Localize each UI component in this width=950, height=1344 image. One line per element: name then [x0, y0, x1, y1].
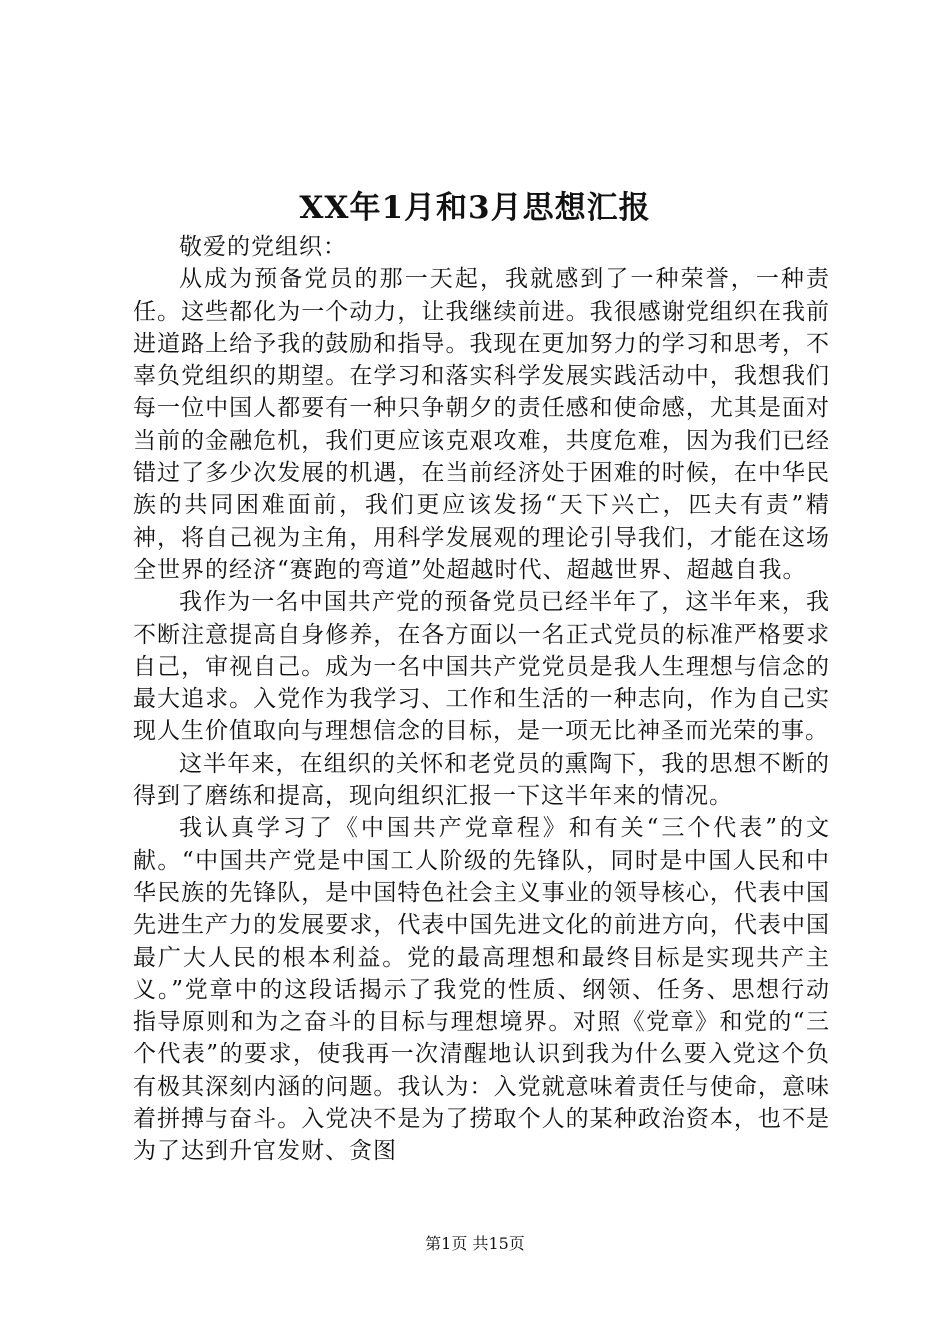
paragraph: 从成为预备党员的那一天起，我就感到了一种荣誉，一种责任。这些都化为一个动力，让我继续前进。我很感谢党组织在我前进道路上给予我的鼓励和指导。我现在更加努力的学习和思考，不辜负党组织的期望。在学习和落实科学发展实践活动中，我想我们每一位中国人都要有一种只争朝夕的责任感和使命感，尤其是面对当前的金融危机，我们更应该克艰攻难，共度危难，因为我们已经错过了多少次发展的机遇，在当前经济处于困难的时候，在中华民族的共同困难面前，我们更应该发扬“天下兴亡，匹夫有责”精神，将自己视为主角，用科学发展观的理论引导我们，才能在这场全世界的经济“赛跑的弯道”处超越时代、超越世界、超越自我。 — [133, 266, 830, 583]
paragraph: 我认真学习了《中国共产党章程》和有关“三个代表”的文献。“中国共产党是中国工人阶级的先锋队，同时是中国人民和中华民族的先锋队，是中国特色社会主义事业的领导核心，代表中国先进生产力的发展要求，代表中国先进文化的前进方向，代表中国最广大人民的根本利益。党的最高理想和最终目标是实现共产主义。”党章中的这段话揭示了我党的性质、纲领、任务、思想行动指导原则和为之奋斗的目标与理想境界。对照《党章》和党的“三个代表”的要求，使我再一次清醒地认识到我为什么要入党这个负有极其深刻内涵的问题。我认为：入党就意味着责任与使命，意味着拼搏与奋斗。入党决不是为了捞取个人的某种政治资本，也不是为了达到升官发财、贪图 — [133, 815, 830, 1165]
paragraph: 我作为一名中国共产党的预备党员已经半年了，这半年来，我不断注意提高自身修养，在各方面以一名正式党员的标准严格要求自己，审视自己。成为一名中国共产党党员是我人生理想与信念的最大追求。入党作为我学习、工作和生活的一种志向，作为自己实现人生价值取向与理想信念的目标，是一项无比神圣而光荣的事。 — [133, 589, 830, 745]
document-title: XX年1月和3月思想汇报 — [299, 190, 651, 226]
document-body — [133, 231, 830, 1168]
paragraph: 这半年来，在组织的关怀和老党员的熏陶下，我的思想不断的得到了磨练和提高，现向组织汇报一下这半年来的情况。 — [133, 750, 830, 810]
page-number-footer: 第1页 共15页 — [425, 1234, 525, 1253]
greeting: 敬爱的党组织： — [179, 234, 347, 260]
